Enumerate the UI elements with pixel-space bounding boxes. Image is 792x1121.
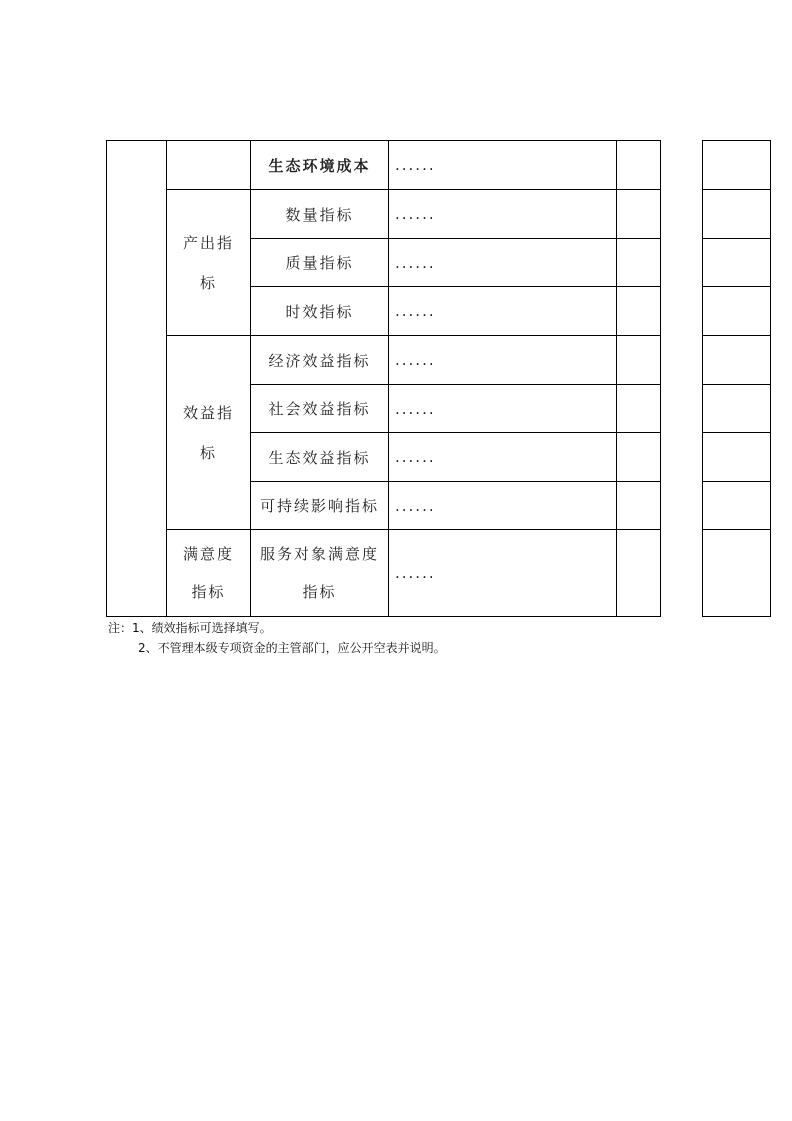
value-cell xyxy=(703,141,771,190)
value-cell xyxy=(617,482,661,530)
category-satisfaction-line2: 指标 xyxy=(191,583,226,601)
indicator-ecological-benefit: 生态效益指标 xyxy=(251,433,389,482)
indicator-content: ...... xyxy=(389,385,617,433)
indicator-content: ...... xyxy=(389,141,617,190)
indicator-service-satisfaction-line1: 服务对象满意度 xyxy=(259,545,379,563)
value-cell xyxy=(703,190,771,239)
value-cell xyxy=(617,385,661,433)
value-cell xyxy=(703,385,771,433)
value-cell xyxy=(617,433,661,482)
value-cell xyxy=(703,287,771,336)
indicator-timeliness: 时效指标 xyxy=(251,287,389,336)
outer-category-cell xyxy=(107,141,167,617)
category-benefit xyxy=(167,336,251,530)
value-cell xyxy=(703,239,771,287)
value-cell xyxy=(617,530,661,617)
performance-indicator-table xyxy=(106,140,771,617)
indicator-content: ...... xyxy=(389,433,617,482)
indicator-social-benefit: 社会效益指标 xyxy=(251,385,389,433)
indicator-quantity: 数量指标 xyxy=(251,190,389,239)
indicator-service-satisfaction xyxy=(251,530,389,617)
note-line-2: 2、不管理本级专项资金的主管部门，应公开空表并说明。 xyxy=(138,641,446,655)
value-cell xyxy=(703,482,771,530)
category-cell-empty xyxy=(167,141,251,190)
value-cell xyxy=(703,336,771,385)
indicator-economic-benefit: 经济效益指标 xyxy=(251,336,389,385)
value-cell xyxy=(617,239,661,287)
value-cell xyxy=(617,141,661,190)
indicator-content: ...... xyxy=(389,482,617,530)
table-row xyxy=(107,141,771,190)
value-cell xyxy=(617,336,661,385)
indicator-content: ...... xyxy=(389,287,617,336)
indicator-content: ...... xyxy=(389,336,617,385)
category-satisfaction-line1: 满意度 xyxy=(182,545,234,563)
category-output-line2: 标 xyxy=(199,273,217,292)
category-output xyxy=(167,190,251,336)
indicator-content: ...... xyxy=(389,530,617,617)
column-gap xyxy=(661,141,703,617)
category-benefit-line1: 效益指 xyxy=(182,403,234,422)
category-satisfaction xyxy=(167,530,251,617)
indicator-service-satisfaction-line2: 指标 xyxy=(302,583,337,601)
indicator-content: ...... xyxy=(389,190,617,239)
indicator-content: ...... xyxy=(389,239,617,287)
value-cell xyxy=(703,433,771,482)
value-cell xyxy=(703,530,771,617)
indicator-sustainable-impact: 可持续影响指标 xyxy=(251,482,389,530)
category-benefit-line2: 标 xyxy=(199,443,217,462)
table-notes xyxy=(108,618,446,658)
category-output-line1: 产出指 xyxy=(182,233,234,252)
value-cell xyxy=(617,287,661,336)
indicator-ecology-cost: 生态环境成本 xyxy=(251,141,389,190)
indicator-quality: 质量指标 xyxy=(251,239,389,287)
note-line-1: 注：1、绩效指标可选择填写。 xyxy=(108,621,272,635)
value-cell xyxy=(617,190,661,239)
